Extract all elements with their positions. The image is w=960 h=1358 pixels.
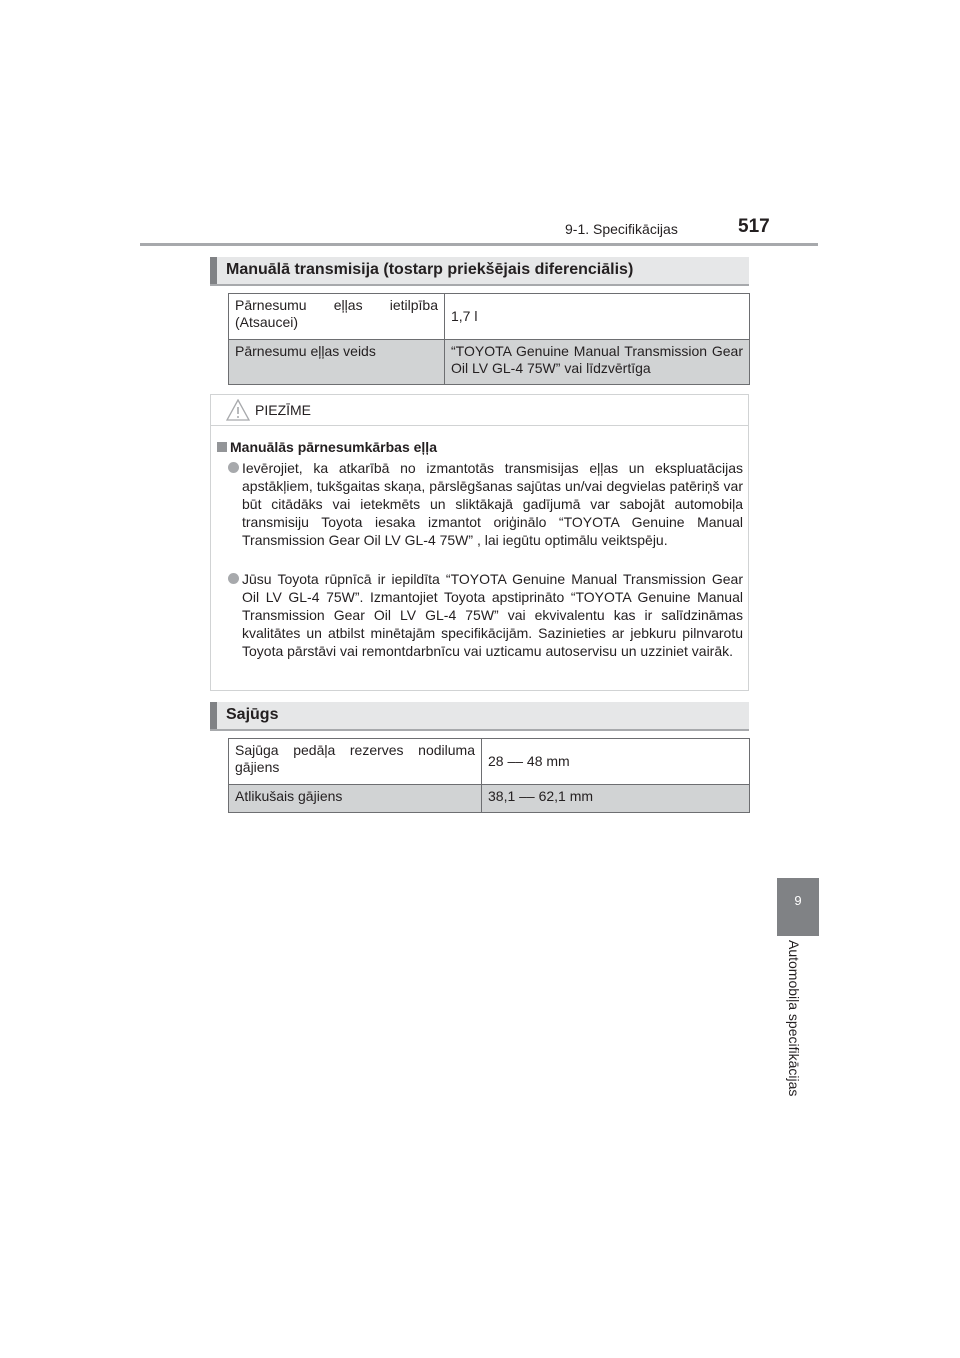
table-cell-value: 28 –– 48 mm <box>482 739 750 785</box>
table-row <box>229 294 750 340</box>
heading-accent-bar <box>210 702 217 729</box>
note-subtitle: Manuālās pārnesumkārbas eļļa <box>217 439 437 455</box>
clutch-heading <box>210 702 749 731</box>
clutch-table <box>228 738 750 813</box>
manual-transmission-title: Manuālā transmisija (tostarp priekšējais diferenciālis) <box>226 261 634 278</box>
note-bullet <box>228 459 743 549</box>
table-row <box>229 785 750 813</box>
chapter-number: 9 <box>794 893 802 908</box>
note-header <box>211 395 748 426</box>
table-row <box>229 340 750 385</box>
manual-transmission-table <box>228 293 750 385</box>
note-title: PIEZĪME <box>255 402 312 418</box>
table-cell-label: Sajūga pedāļa rezerves nodiluma gājiens <box>229 739 482 785</box>
section-header: 9-1. Specifikācijas <box>565 221 678 237</box>
note-box <box>210 394 749 691</box>
note-bullet-text: Jūsu Toyota rūpnīcā ir iepildīta “TOYOTA Genuine Manual Transmission Gear Oil LV GL-4 75W”. Izmantojiet Toyota apstiprināto “TOYOTA Genuine Manual Transmission Gear Oil LV GL-4 75W” vai ekvivalentu kas ir salīdzināmas kvalitātes un atbilst minētajām specifikācijām. Sazinieties ar jebkuru pilnvarotu Toyota pārstāvi vai remontdarbnīcu vai uzticamu autoservisu un uzziniet vairāk. <box>242 571 743 659</box>
table-cell-value: “TOYOTA Genuine Manual Transmission Gear Oil LV GL-4 75W” vai līdzvērtīga <box>445 340 750 385</box>
note-bullet-text: Ievērojiet, ka atkarībā no izmantotās transmisijas eļļas un ekspluatācijas apstākļiem, tukšgaitas skaņa, pārslēgšanas sajūtas un/vai degvielas patēriņš var būt citādāks vai ietekmēts un sliktākajā gadījumā var sabojāt automobiļa transmisiju Toyota iesaka izmantot oriģinālo “TOYOTA Genuine Manual Transmission Gear Oil LV GL-4 75W” , lai iegūtu optimālu veiktspēju. <box>242 460 743 548</box>
table-cell-label: Atlikušais gājiens <box>229 785 482 813</box>
table-row <box>229 739 750 785</box>
heading-accent-bar <box>210 257 217 284</box>
header-divider <box>140 243 818 246</box>
page-number: 517 <box>738 216 770 237</box>
clutch-title: Sajūgs <box>226 706 279 723</box>
table-cell-label: Pārnesumu eļļas ietilpība (Atsaucei) <box>229 294 445 340</box>
table-cell-label: Pārnesumu eļļas veids <box>229 340 445 385</box>
warning-triangle-icon <box>226 399 250 426</box>
note-bullet <box>228 570 743 660</box>
manual-transmission-heading <box>210 257 749 286</box>
chapter-title: Automobiļa specifikācijas <box>786 940 802 1097</box>
table-cell-value: 1,7 l <box>445 294 750 340</box>
circle-bullet-icon <box>228 462 239 473</box>
square-bullet-icon <box>217 442 227 452</box>
circle-bullet-icon <box>228 573 239 584</box>
table-cell-value: 38,1 –– 62,1 mm <box>482 785 750 813</box>
